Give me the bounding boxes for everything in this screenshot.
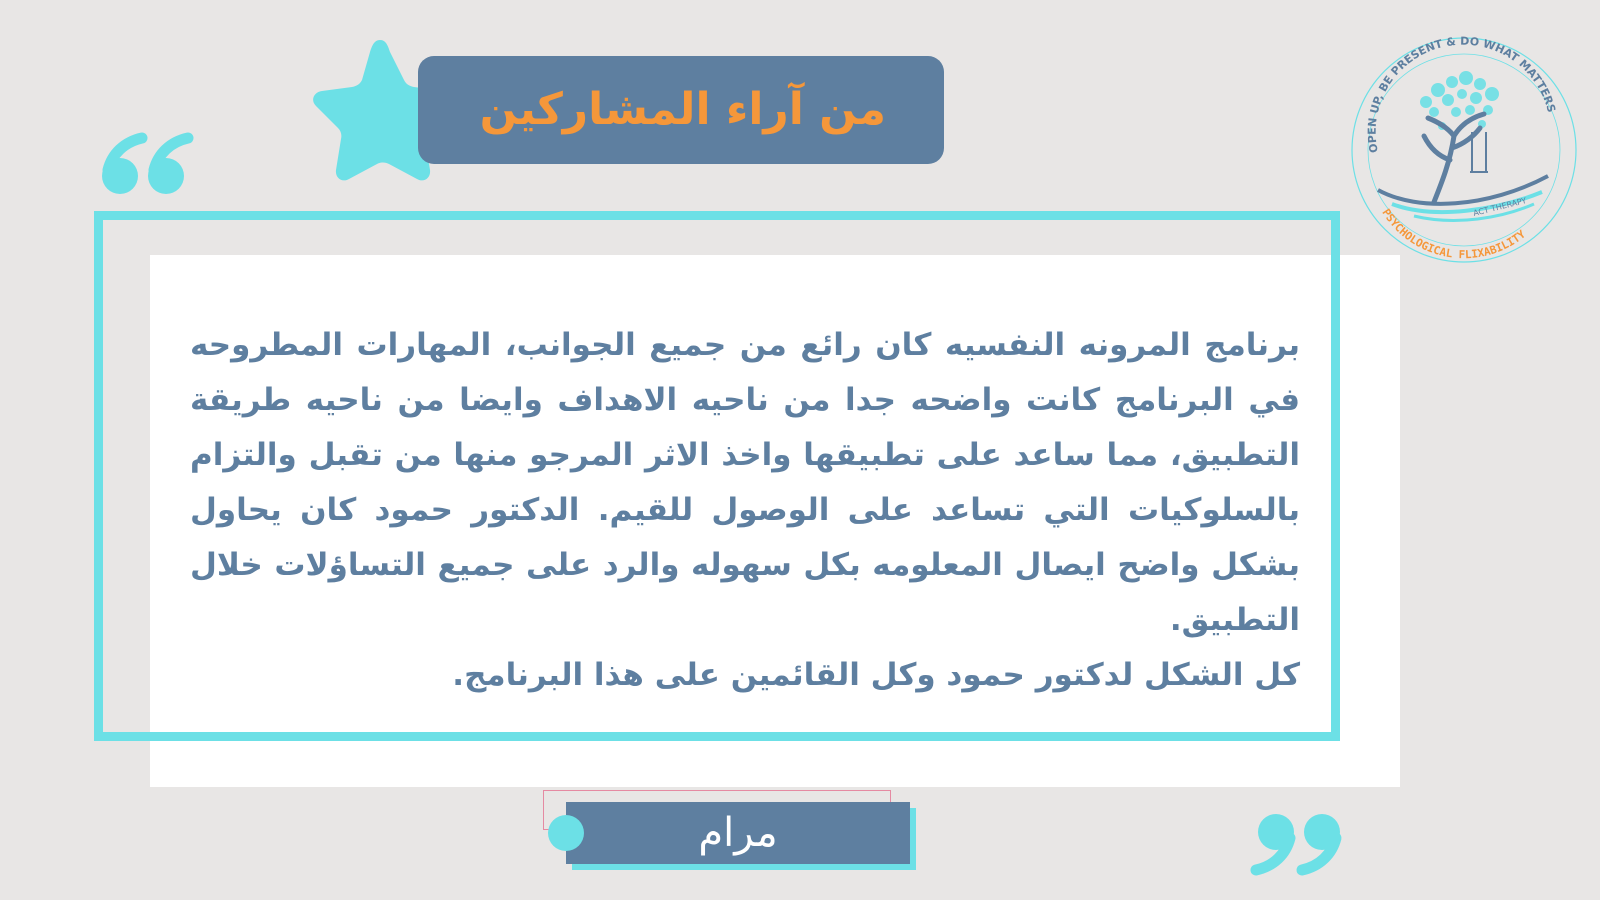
testimonial-text bbox=[190, 318, 1300, 703]
page-title: من آراء المشاركين bbox=[479, 84, 886, 135]
name-tag-dot bbox=[548, 815, 584, 851]
testimonial-paragraph: برنامج المرونه النفسيه كان رائع من جميع الجوانب، المهارات المطروحه في البرنامج كانت واضحه جدا من ناحيه الاهداف وايضا من ناحيه طريقة التطبيق، مما ساعد على تطبيقها واخذ الاثر المرجو منها من تقبل والتزام بالسلوكيات التي تساعد على الوصول للقيم. الدكتور حمود كان يحاول بشكل واضح ايصال المعلومه بكل سهوله والرد على جميع التساؤلات خلال التطبيق. bbox=[190, 327, 1300, 638]
logo-top-text: OPEN UP, BE PRESENT & DO WHAT MATTERS bbox=[1365, 34, 1558, 154]
logo-bottom-text: PSYCHOLOGICAL FLIXABILITY bbox=[1379, 206, 1528, 262]
title-banner bbox=[418, 56, 944, 164]
logo-middle-text: ACT THERAPY bbox=[1472, 196, 1528, 218]
testimonial-paragraph: كل الشكل لدكتور حمود وكل القائمين على هذا البرنامج. bbox=[452, 657, 1300, 693]
author-name: مرام bbox=[566, 802, 910, 864]
act-therapy-logo bbox=[1338, 32, 1586, 268]
closing-quote-icon bbox=[1248, 812, 1344, 880]
opening-quote-icon bbox=[98, 128, 194, 196]
